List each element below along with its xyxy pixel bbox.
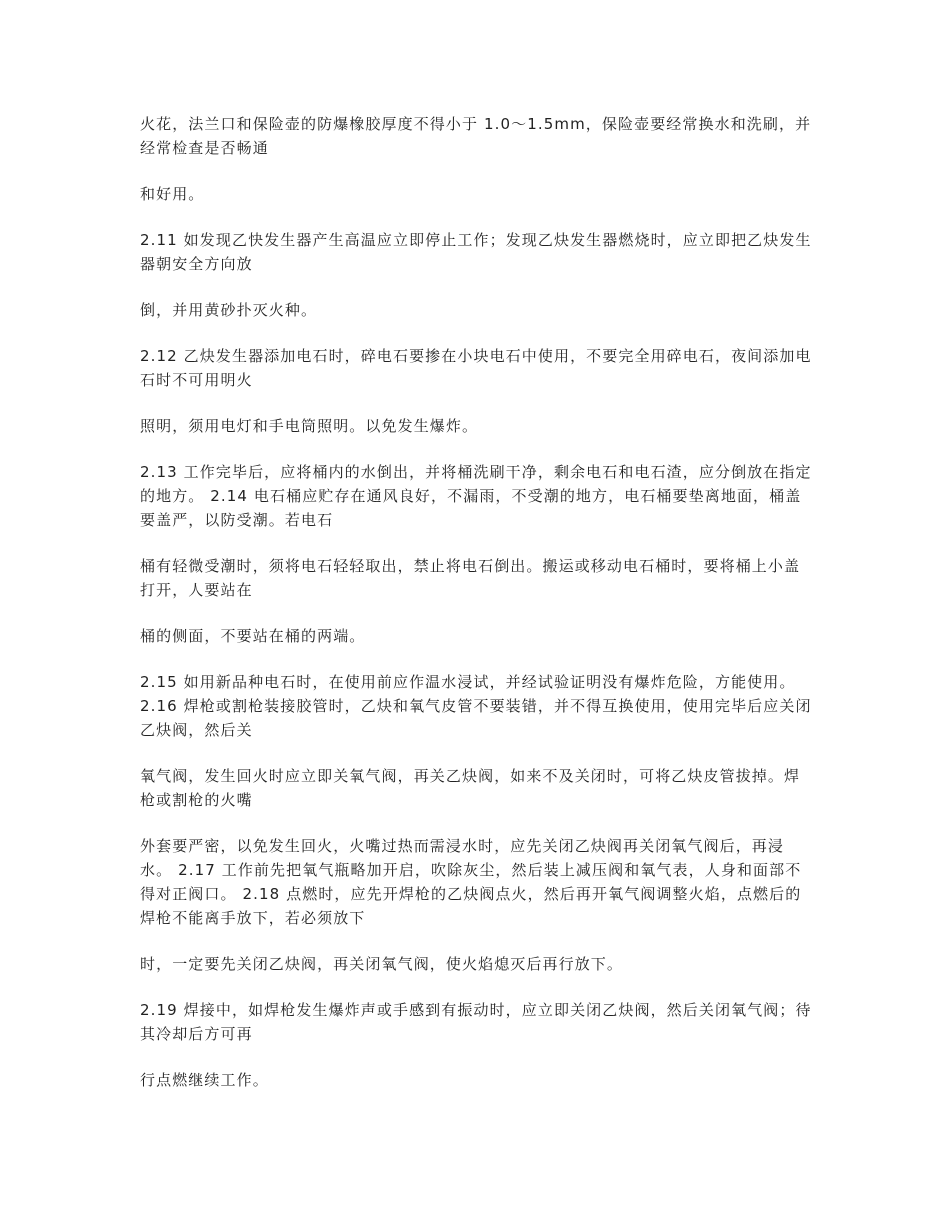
paragraph-14: 2.19 焊接中，如焊枪发生爆炸声或手感到有振动时，应立即关闭乙炔阀，然后关闭氧气阀；待其冷却后方可再 <box>140 1001 812 1043</box>
paragraph-6: 照明，须用电灯和手电筒照明。以免发生爆炸。 <box>140 417 479 435</box>
paragraph-4: 倒，并用黄砂扑灭火种。 <box>140 301 318 319</box>
paragraph-13: 时，一定要先关闭乙炔阀，再关闭氧气阀，使火焰熄灭后再行放下。 <box>140 955 624 973</box>
paragraph-12: 外套要严密，以免发生回火，火嘴过热而需浸水时，应先关闭乙炔阀再关闭氧气阀后，再浸水。 2.17 工作前先把氧气瓶略加开启，吹除灰尘，然后装上减压阀和氧气表，人身和面部不得对正阀口。 2.18 点燃时，应先开焊枪的乙炔阀点火，然后再开氧气阀调整火焰，点燃后的焊枪不能离手放下，若必须放下 <box>140 837 802 927</box>
paragraph-7: 2.13 工作完毕后，应将桶内的水倒出，并将桶洗刷干净，剩余电石和电石渣，应分倒放在指定的地方。 2.14 电石桶应贮存在通风良好，不漏雨，不受潮的地方，电石桶要垫离地面，桶盖要盖严，以防受潮。若电石 <box>140 463 812 529</box>
paragraph-1: 火花，法兰口和保险壶的防爆橡胶厚度不得小于 1.0～1.5mm，保险壶要经常换水和洗刷，并经常检查是否畅通 <box>140 115 812 157</box>
document-body <box>140 112 812 1114</box>
paragraph-15: 行点燃继续工作。 <box>140 1071 269 1089</box>
paragraph-10: 2.15 如用新品种电石时，在使用前应作温水浸试，并经试验证明没有爆炸危险，方能使用。 2.16 焊枪或割枪装接胶管时，乙炔和氧气皮管不要装错，并不得互换使用，使用完毕后应关闭乙炔阀，然后关 <box>140 673 812 739</box>
paragraph-5: 2.12 乙炔发生器添加电石时，碎电石要掺在小块电石中使用，不要完全用碎电石，夜间添加电石时不可用明火 <box>140 347 812 389</box>
paragraph-11: 氧气阀，发生回火时应立即关氧气阀，再关乙炔阀，如来不及关闭时，可将乙炔皮管拔掉。焊枪或割枪的火嘴 <box>140 767 801 809</box>
paragraph-8: 桶有轻微受潮时，须将电石轻轻取出，禁止将电石倒出。搬运或移动电石桶时，要将桶上小盖打开，人要站在 <box>140 557 801 599</box>
paragraph-2: 和好用。 <box>140 185 205 203</box>
paragraph-9: 桶的侧面，不要站在桶的两端。 <box>140 627 366 645</box>
paragraph-3: 2.11 如发现乙快发生器产生高温应立即停止工作；发现乙炔发生器燃烧时，应立即把乙炔发生器朝安全方向放 <box>140 231 812 273</box>
